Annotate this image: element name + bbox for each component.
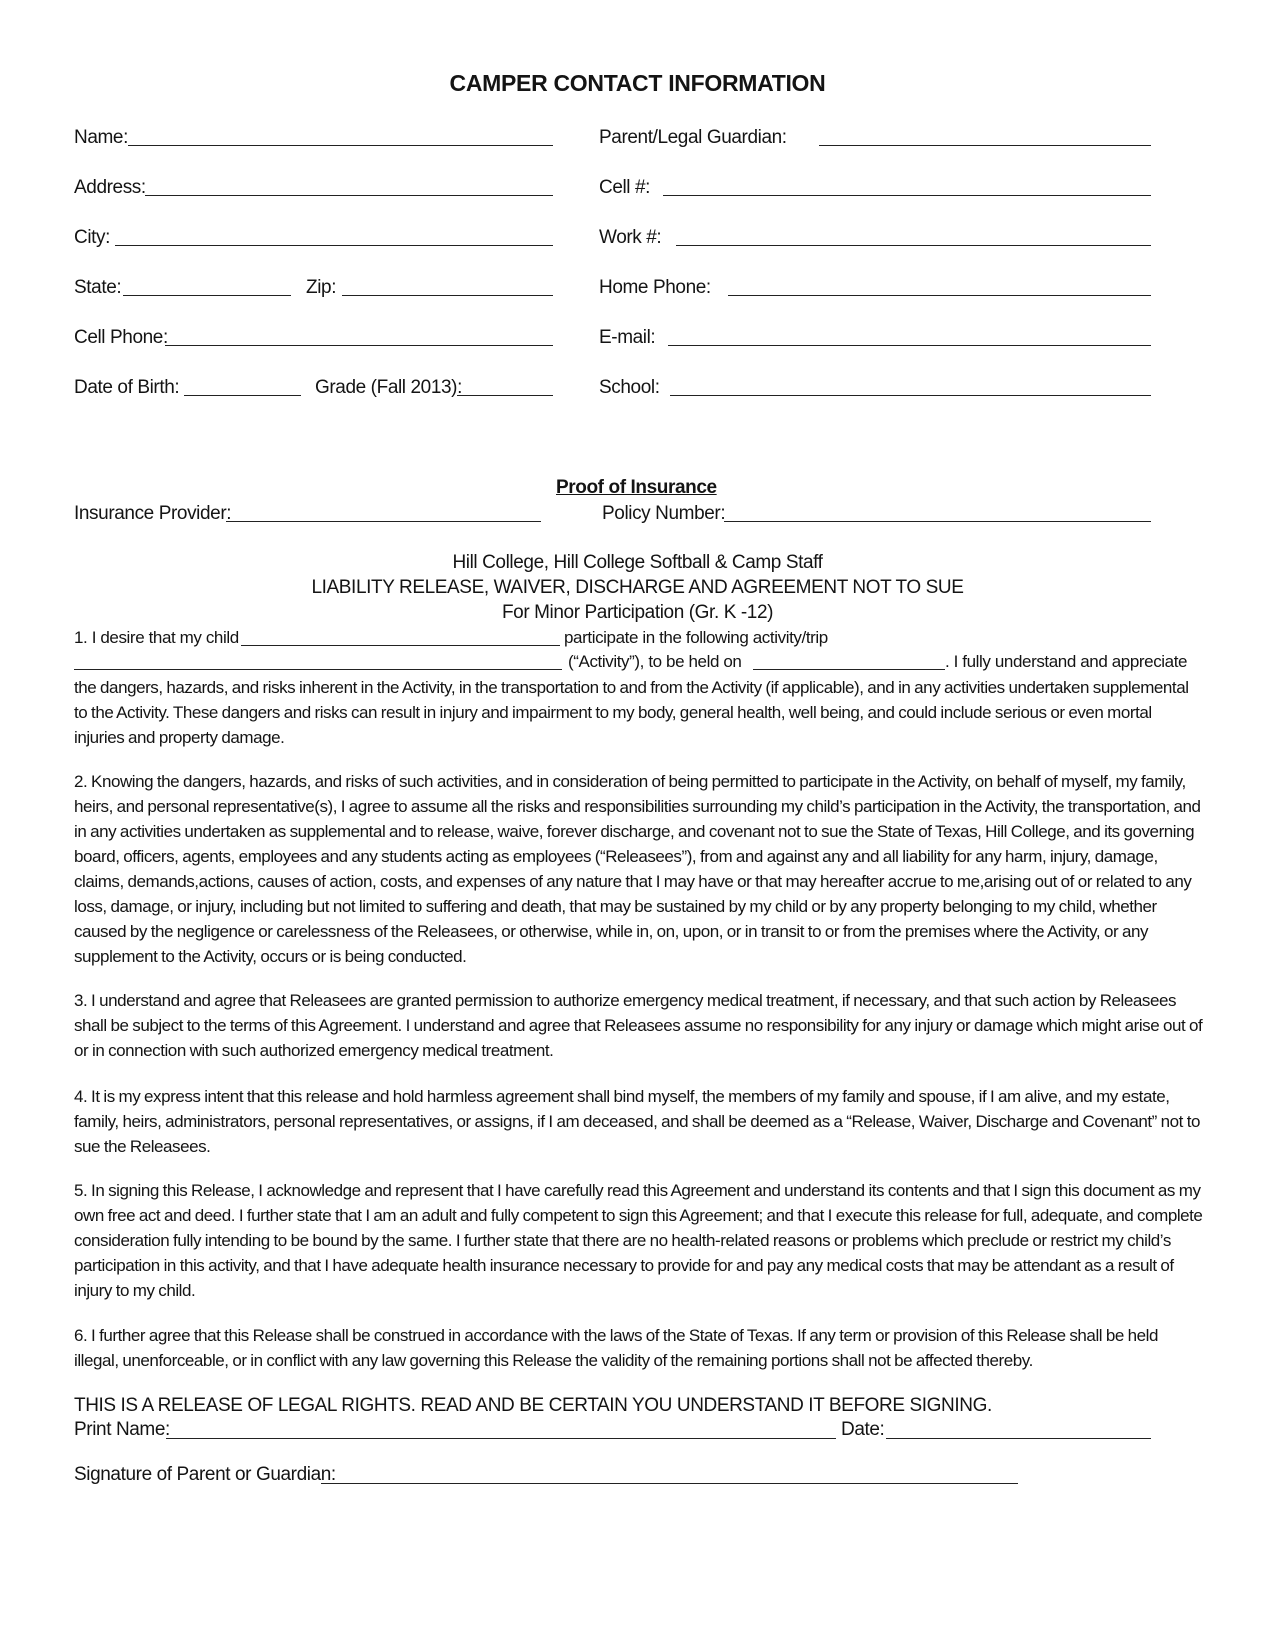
paragraph-5: 5. In signing this Release, I acknowledge and represent that I have carefully read this Agreement and understand its contents and that I sign this document as my own free act and deed. I further state that I am an adult and fully competent to sign this Agreement; and that I execute this release for full, adequate, and complete consideration fully intending to be bound by the same. I further state that there are no health-related reasons or problems which preclude or restrict my child’s participation in this activity, and that I have adequate health insurance necessary to provide for and pay any medical costs that may be attendant as a result of injury to my child. (74, 1181, 1203, 1300)
insurance-provider-field[interactable] (226, 521, 541, 522)
p1-intro: 1. I desire that my child (74, 628, 239, 647)
paragraph-2: 2. Knowing the dangers, hazards, and risks of such activities, and in consideration of being permitted to participate in the Activity, on behalf of myself, my family, heirs, and personal representative(s), I agree to assume all the risks and responsibilities surrounding my child’s participation in the Activity, the transportation, and in any activities undertaken as supplemental and to release, waive, forever discharge, and covenant not to sue the State of Texas, Hill College, and its governing board, officers, agents, employees and any students acting as employees (“Releasees”), from and against any and all liability for any harm, injury, damage, claims, demands,actions, causes of action, costs, and expenses of any nature that I may have or that may hereafter accrue to me,arising out of or related to any loss, damage, or injury, including but not limited to suffering and death, that may be sustained by my child or by any property belonging to my child, whether caused by the negligence or carelessness of the Releasees, or otherwise, while in, on, upon, or in transit to or from the premises where the Activity, or any supplement to the Activity, occurs or is being conducted. (74, 772, 1201, 966)
zip-field[interactable] (342, 295, 553, 296)
p1-activity-text: participate in the following activity/trip (564, 628, 828, 647)
cell-field[interactable] (663, 195, 1151, 196)
date-label: Date: (841, 1419, 885, 1440)
zip-label: Zip: (306, 277, 337, 298)
work-field[interactable] (676, 245, 1151, 246)
cell-label: Cell #: (599, 177, 651, 198)
p1-appreciate-text: . I fully understand and appreciate (945, 652, 1188, 671)
school-field[interactable] (670, 395, 1151, 396)
state-field[interactable] (123, 295, 291, 296)
guardian-field[interactable] (819, 145, 1151, 146)
name-field[interactable] (128, 145, 553, 146)
grade-label: Grade (Fall 2013): (315, 377, 462, 398)
dob-label: Date of Birth: (74, 377, 180, 398)
paragraph-3: 3. I understand and agree that Releasees are granted permission to authorize emergency medical treatment, if necessary, and that such action by Releasees shall be subject to the terms of this Agreement. I understand and agree that Releasees assume no responsibility for any injury or damage which might arise out of or in connection with such authorized emergency medical treatment. (74, 991, 1203, 1060)
date-field[interactable] (886, 1438, 1151, 1439)
signature-field[interactable] (321, 1483, 1018, 1484)
cell-phone-label: Cell Phone: (74, 327, 168, 348)
paragraph-6: 6. I further agree that this Release shall be construed in accordance with the laws of the State of Texas. If any term or provision of this Release shall be held illegal, unenforceable, or in conflict with any law governing this Release the validity of the remaining portions shall not be affected thereby. (74, 1326, 1158, 1370)
activity-date-field[interactable] (753, 669, 945, 670)
home-phone-label: Home Phone: (599, 277, 711, 298)
activity-field[interactable] (74, 669, 562, 670)
paragraph-1: the dangers, hazards, and risks inherent in the Activity, in the transportation to and from the Activity (if applicable), and in any activities undertaken supplemental to the Activity. These dangers and risks can result in injury and impairment to my body, general health, well being, and could include serious or even mortal injuries and property damage. (74, 678, 1189, 747)
legal-notice: THIS IS A RELEASE OF LEGAL RIGHTS. READ AND BE CERTAIN YOU UNDERSTAND IT BEFORE SIGNING. (74, 1395, 992, 1416)
home-phone-field[interactable] (728, 295, 1151, 296)
grade-field[interactable] (457, 395, 553, 396)
guardian-label: Parent/Legal Guardian: (599, 127, 787, 148)
city-field[interactable] (115, 245, 553, 246)
name-label: Name: (74, 127, 128, 148)
policy-number-field[interactable] (724, 521, 1151, 522)
school-label: School: (599, 377, 660, 398)
release-subtitle: For Minor Participation (Gr. K -12) (501, 602, 774, 623)
work-label: Work #: (599, 227, 662, 248)
dob-field[interactable] (184, 395, 301, 396)
city-label: City: (74, 227, 111, 248)
insurance-heading: Proof of Insurance (556, 477, 717, 498)
signature-label: Signature of Parent or Guardian: (74, 1464, 336, 1485)
paragraph-4: 4. It is my express intent that this release and hold harmless agreement shall bind myself, the members of my family and spouse, if I am alive, and my estate, family, heirs, administrators, personal representatives, or assigns, if I am deceased, and shall be deemed as a “Release, Waiver, Discharge and Covenant” not to sue the Releasees. (74, 1087, 1200, 1156)
release-org-line: Hill College, Hill College Softball & Camp Staff (452, 552, 823, 573)
print-name-label: Print Name: (74, 1419, 170, 1440)
address-label: Address: (74, 177, 146, 198)
insurance-provider-label: Insurance Provider: (74, 503, 232, 524)
form-title: CAMPER CONTACT INFORMATION (449, 70, 826, 96)
p1-held-text: (“Activity”), to be held on (568, 652, 742, 671)
child-name-field[interactable] (241, 645, 560, 646)
address-field[interactable] (145, 195, 553, 196)
release-title: LIABILITY RELEASE, WAIVER, DISCHARGE AND AGREEMENT NOT TO SUE (311, 577, 964, 598)
email-label: E-mail: (599, 327, 656, 348)
state-label: State: (74, 277, 122, 298)
print-name-field[interactable] (166, 1438, 836, 1439)
email-field[interactable] (668, 345, 1151, 346)
cell-phone-field[interactable] (165, 345, 553, 346)
policy-number-label: Policy Number: (602, 503, 726, 524)
